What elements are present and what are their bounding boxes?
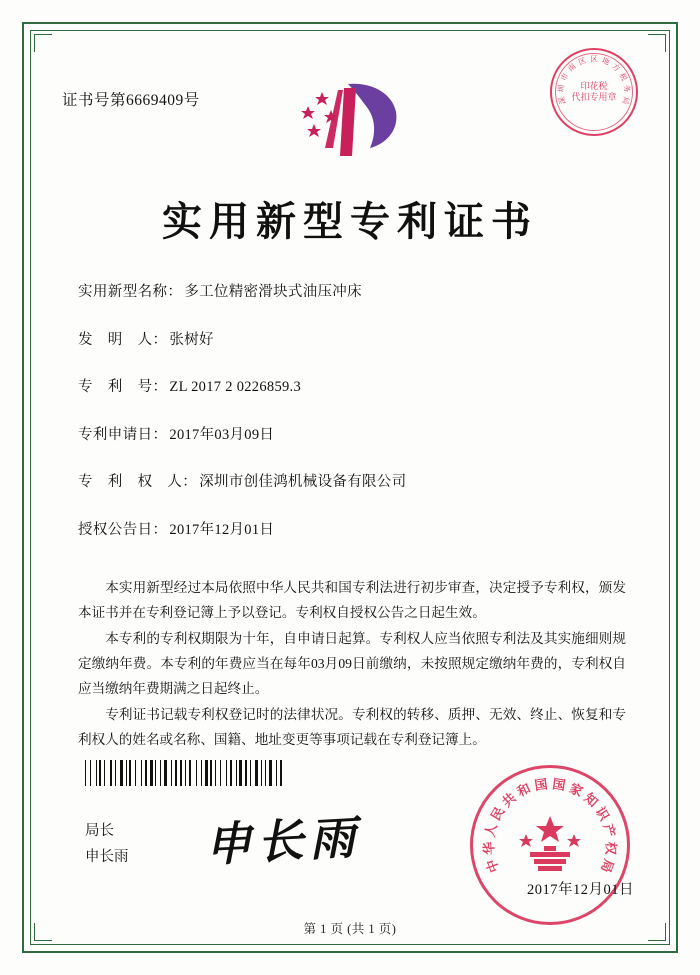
seal-arc-char: 知 bbox=[581, 789, 601, 810]
seal-arc-char: 南 bbox=[566, 61, 578, 74]
label-patentee: 专 利 权 人： bbox=[78, 474, 198, 490]
label-utility-model-name: 实用新型名称： bbox=[78, 284, 183, 300]
seal-arc-char: 识 bbox=[592, 804, 613, 824]
label-application-date: 专利申请日： bbox=[78, 426, 168, 443]
seal-arc-char: 国 bbox=[551, 776, 567, 794]
barcode bbox=[85, 760, 285, 786]
director-name: 申长雨 bbox=[85, 849, 129, 865]
seal-arc-char: 和 bbox=[514, 780, 533, 800]
paragraph-1: 本实用新型经过本局依照中华人民共和国专利法进行初步审查，决定授予专利权，颁发本证书并在专利登记簿上予以登记。专利权自授权公告之日起生效。 bbox=[78, 580, 626, 620]
page-footer: 第 1 页 (共 1 页) bbox=[303, 922, 397, 936]
seal-arc-char: 家 bbox=[567, 780, 586, 800]
seal-arc-char: 区 bbox=[590, 54, 598, 64]
label-inventor: 发 明 人： bbox=[78, 331, 168, 348]
field-inventor bbox=[78, 328, 638, 349]
seal-arc-char: 市 bbox=[558, 71, 571, 83]
seal-arc-char: 圳 bbox=[556, 84, 567, 93]
field-utility-model-name bbox=[78, 280, 638, 301]
seal-arc-char: 务 bbox=[621, 84, 632, 93]
national-emblem-icon bbox=[514, 814, 586, 876]
value-announcement-date: 2017年12月01日 bbox=[169, 521, 275, 538]
seal-arc-char: 方 bbox=[610, 61, 622, 74]
seal-arc-char: 区 bbox=[577, 55, 588, 67]
seal-arc-char: 地 bbox=[600, 55, 611, 67]
field-patentee bbox=[78, 470, 638, 491]
body-paragraphs bbox=[78, 575, 626, 753]
value-inventor: 张树好 bbox=[169, 331, 214, 348]
issue-date: 2017年12月01日 bbox=[527, 882, 634, 898]
director-label: 局长 bbox=[85, 823, 114, 839]
certificate-number: 证书号第6669409号 bbox=[62, 92, 200, 109]
field-announcement-date bbox=[78, 518, 638, 539]
official-seal bbox=[470, 765, 630, 925]
tax-stamp-line-1: 印花税 bbox=[580, 81, 608, 91]
field-list bbox=[78, 280, 638, 565]
paragraph-3: 专利证书记载专利权登记时的法律状况。专利权的转移、质押、无效、终止、恢复和专利权人的姓名或名称、国籍、地址变更等事项记载在专利登记簿上。 bbox=[78, 707, 626, 747]
value-application-date: 2017年03月09日 bbox=[169, 426, 275, 443]
label-announcement-date: 授权公告日： bbox=[78, 521, 168, 538]
value-patentee: 深圳市创佳鸿机械设备有限公司 bbox=[199, 474, 407, 490]
seal-arc-char: 共 bbox=[499, 789, 519, 810]
corner-ornament-top-right bbox=[648, 34, 666, 52]
field-application-date bbox=[78, 423, 638, 444]
seal-arc-char: 局 bbox=[620, 95, 632, 106]
value-utility-model-name: 多工位精密滑块式油压冲床 bbox=[184, 284, 362, 300]
paragraph-2: 本专利的专利权期限为十年，自申请日起算。专利权人应当依照专利法及其实施细则规定缴纳年费。本专利的年费应当在每年03月09日前缴纳，未按照规定缴纳年费的，专利权自应当缴纳年费期满之日起终止。 bbox=[78, 631, 626, 696]
seal-arc-char: 中 bbox=[483, 857, 502, 875]
seal-arc-char: 深 bbox=[556, 95, 568, 106]
tax-stamp-line-2: 代扣专用章 bbox=[571, 92, 617, 102]
page-title: 实用新型专利证书 bbox=[162, 199, 538, 244]
corner-ornament-top-left bbox=[34, 34, 52, 52]
seal-arc-char: 局 bbox=[598, 857, 617, 875]
sipo-logo-icon bbox=[300, 78, 410, 160]
handwritten-signature: 申长雨 bbox=[203, 811, 363, 872]
label-patent-number: 专 利 号： bbox=[78, 379, 168, 395]
seal-arc-char: 人 bbox=[481, 822, 500, 839]
seal-arc-char: 税 bbox=[617, 71, 630, 83]
value-patent-number: ZL 2017 2 0226859.3 bbox=[169, 379, 302, 395]
seal-arc-char: 民 bbox=[487, 804, 508, 824]
seal-arc-char: 国 bbox=[533, 776, 549, 794]
seal-arc-char: 产 bbox=[600, 822, 619, 839]
director-block bbox=[85, 818, 129, 870]
seal-arc-char: 华 bbox=[481, 841, 497, 856]
tax-stamp bbox=[550, 48, 638, 136]
seal-arc-char: 权 bbox=[603, 841, 619, 856]
field-patent-number bbox=[78, 375, 638, 396]
